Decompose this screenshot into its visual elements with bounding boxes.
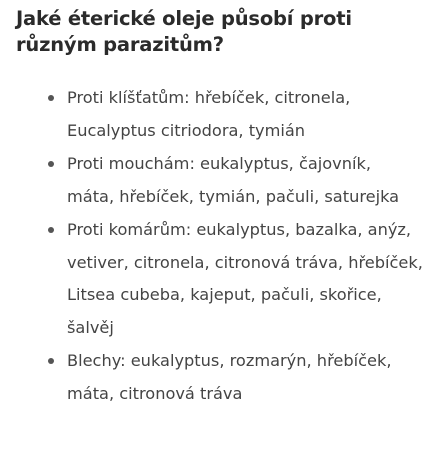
bullet-icon — [48, 161, 54, 167]
list-item — [48, 148, 423, 213]
list-item-text: Proti klíšťatům: hřebíček, citronela, Eucalyptus citriodora, tymián — [67, 88, 351, 140]
list-item-text: Proti komárům: eukalyptus, bazalka, anýz, vetiver, citronela, citronová tráva, hřebíček, Litsea cubeba, kajeput, pačuli, skořice, šalvěj — [67, 220, 423, 337]
list-item — [48, 214, 423, 344]
essential-oils-list — [48, 82, 423, 411]
list-item-text: Proti mouchám: eukalyptus, čajovník, máta, hřebíček, tymián, pačuli, saturejka — [67, 154, 400, 206]
bullet-icon — [48, 227, 54, 233]
section-heading: Jaké éterické oleje působí proti různým parazitům? — [16, 7, 352, 56]
bullet-icon — [48, 358, 54, 364]
bullet-icon — [48, 95, 54, 101]
list-item-text: Blechy: eukalyptus, rozmarýn, hřebíček, máta, citronová tráva — [67, 351, 392, 403]
list-item — [48, 345, 423, 410]
list-item — [48, 82, 423, 147]
